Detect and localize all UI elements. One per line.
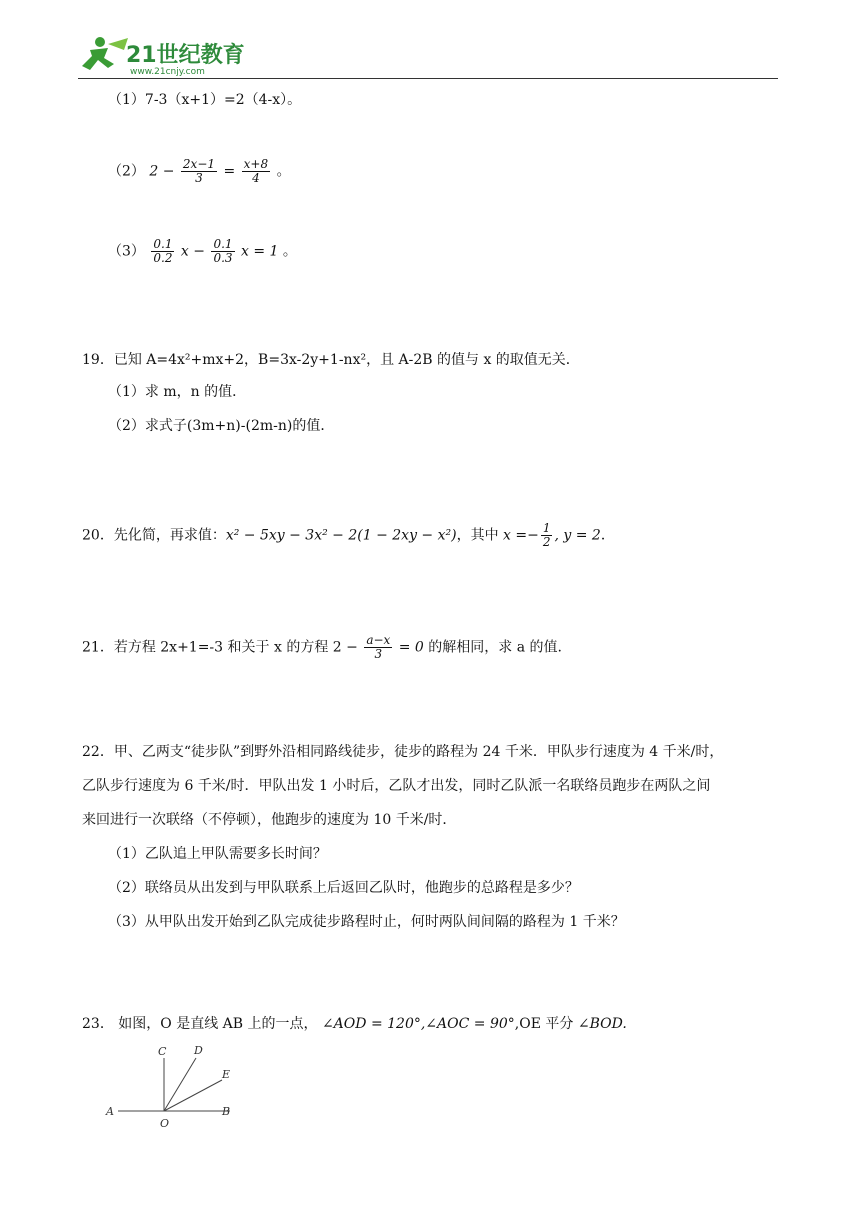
- q18-part3-prefix: （3）: [108, 243, 145, 260]
- q23-angle-bod: ∠BOD.: [577, 1016, 627, 1032]
- q19-part1: （1）求 m，n 的值．: [108, 384, 247, 400]
- q18-part3: [108, 238, 297, 265]
- q21-stem: [82, 634, 562, 661]
- geometry-figure: [100, 1040, 250, 1130]
- label-b: B: [222, 1105, 231, 1118]
- label-e: E: [222, 1068, 231, 1081]
- q20-end: ．: [600, 527, 615, 544]
- label-c: C: [158, 1045, 167, 1058]
- q21-text-a: 21．若方程 2x+1=-3 和关于 x 的方程 2 −: [82, 639, 358, 656]
- q22-part3: （3）从甲队出发开始到乙队完成徒步路程时止，何时两队间间隔的路程为 1 千米？: [108, 914, 625, 930]
- q22-line1: 22．甲、乙两支“徒步队”到野外沿相同路线徒步，徒步的路程为 24 千米．甲队步行速度为 4 千米/时，: [82, 744, 724, 760]
- q18-part3-m1: x −: [180, 243, 205, 260]
- q20-mid: ，其中: [456, 527, 499, 544]
- q21-text-b: = 0: [398, 639, 424, 656]
- logo-sub-text: www.21cnjy.com: [130, 67, 205, 77]
- q18-part2: [108, 158, 291, 185]
- q21-frac: $\frac{a-x}{3}$: [366, 633, 391, 661]
- label-d: D: [194, 1044, 203, 1057]
- q18-part2-frac2: $\frac{x+8}{4}$: [243, 157, 269, 185]
- q18-part2-frac1: $\frac{2x-1}{3}$: [182, 157, 216, 185]
- q23-text-c: ,OE 平分: [514, 1016, 574, 1032]
- runner-logo-icon: [82, 37, 128, 70]
- ray-od: [164, 1058, 196, 1111]
- ray-oe: [164, 1080, 222, 1111]
- site-logo: [78, 34, 253, 82]
- q20-cond-x: x =−: [503, 527, 539, 544]
- q23-angles: ∠AOD = 120°,∠AOC = 90°: [321, 1016, 515, 1032]
- q18-part2-a: 2 −: [149, 163, 175, 180]
- q19-part2: （2）求式子(3m+n)-(2m-n)的值．: [108, 418, 335, 434]
- q20-stem: [82, 522, 615, 549]
- q22-line3: 来回进行一次联络（不停顿），他跑步的速度为 10 千米/时．: [82, 812, 457, 828]
- q18-part3-frac2: $\frac{0.1}{0.3}$: [213, 237, 233, 265]
- q18-part2-end: 。: [276, 163, 291, 180]
- q18-part3-end: 。: [282, 243, 297, 260]
- q20-expression: x² − 5xy − 3x² − 2(1 − 2xy − x²): [225, 527, 457, 544]
- q18-part1: （1）7-3（x+1）=2（4-x）。: [108, 92, 302, 108]
- q22-part1: （1）乙队追上甲队需要多长时间？: [108, 846, 327, 862]
- q21-text-c: 的解相同，求 a 的值.: [423, 639, 562, 656]
- q18-part3-m2: x = 1: [241, 243, 279, 260]
- q20-frac: $\frac{1}{2}$: [542, 521, 551, 549]
- q18-part2-eq: =: [223, 163, 236, 180]
- q22-part2: （2）联络员从出发到与甲队联系上后返回乙队时，他跑步的总路程是多少？: [108, 880, 579, 896]
- logo-main-text: 21世纪教育: [126, 43, 245, 68]
- q23-stem: [82, 1014, 627, 1034]
- q20-cond-y: , y = 2: [554, 527, 601, 544]
- q22-line2: 乙队步行速度为 6 千米/时．甲队出发 1 小时后，乙队才出发，同时乙队派一名联络员跑步在两队之间: [82, 778, 711, 794]
- label-a: A: [106, 1105, 114, 1118]
- q18-part3-frac1: $\frac{0.1}{0.2}$: [153, 237, 173, 265]
- header-divider: [78, 78, 778, 79]
- q20-prefix: 20．先化简，再求值：: [82, 527, 226, 544]
- q19-stem: 19．已知 A=4x²+mx+2，B=3x-2y+1-nx²，且 A-2B 的值与 x 的取值无关．: [82, 352, 580, 368]
- q18-part2-prefix: （2）: [108, 163, 145, 180]
- label-o: O: [160, 1117, 170, 1130]
- q23-text-a: 23． 如图，O 是直线 AB 上的一点，: [82, 1016, 318, 1032]
